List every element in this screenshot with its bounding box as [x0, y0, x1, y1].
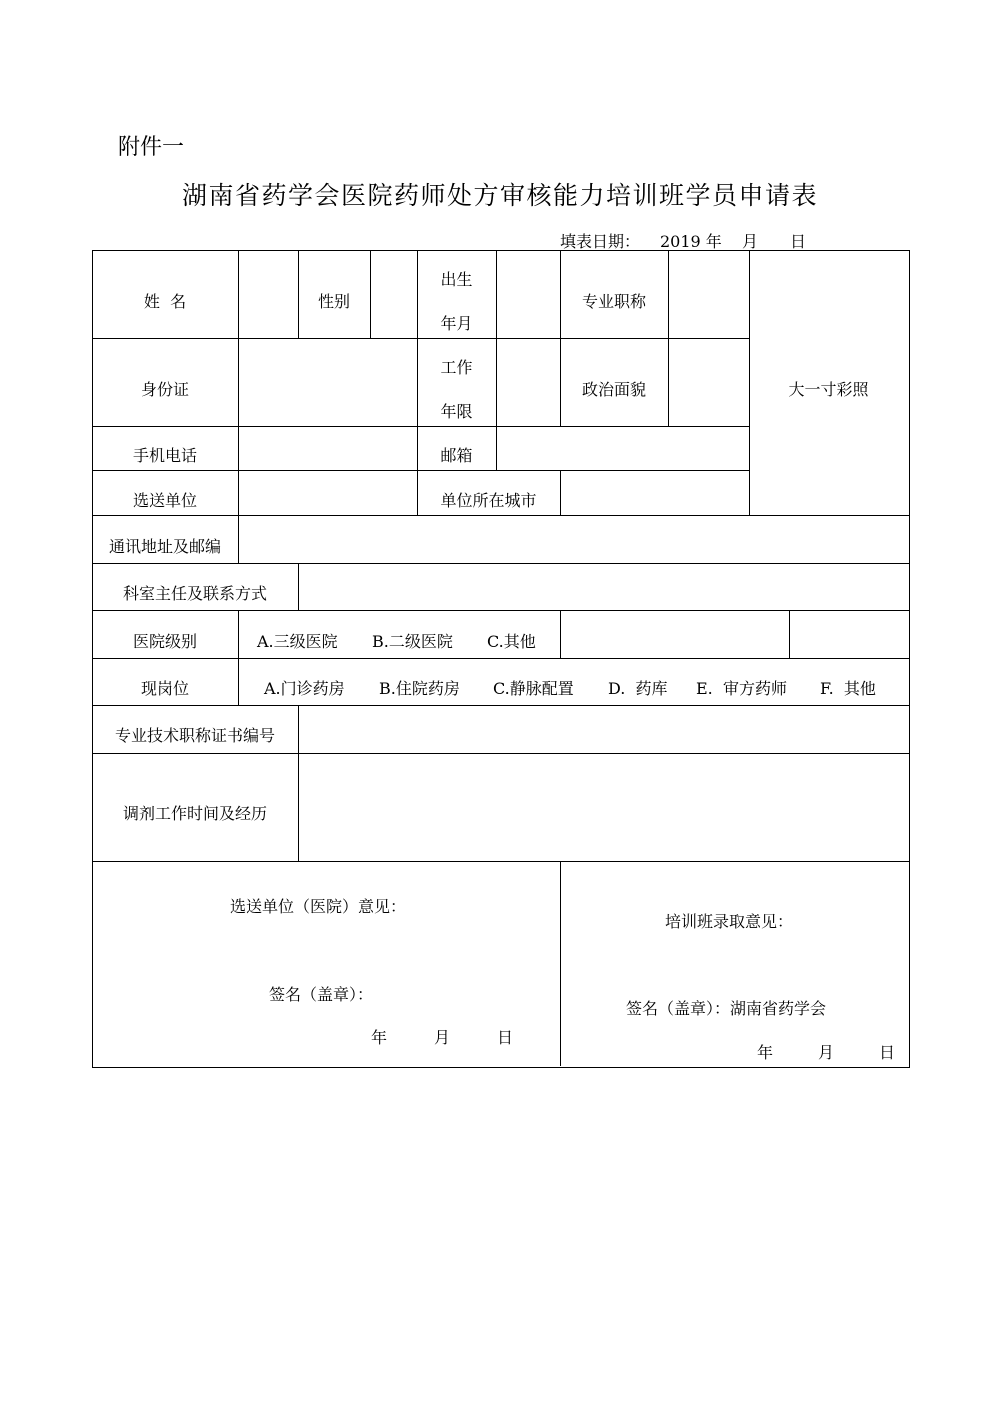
col-divider	[298, 563, 299, 610]
hospital-level-label: 医院级别	[132, 632, 197, 651]
col-divider	[298, 705, 299, 861]
col-divider	[560, 861, 561, 1066]
fill-date-label: 填表日期：	[560, 232, 641, 251]
col-divider	[789, 610, 790, 658]
photo-label: 大一寸彩照	[788, 380, 869, 399]
col-divider	[560, 610, 561, 658]
fill-date-year: 2019 年	[660, 232, 722, 251]
position-option-c[interactable]: C.静脉配置	[493, 679, 574, 698]
training-sign-label: 签名（盖章）：湖南省药学会	[626, 999, 827, 1018]
attachment-label: 附件一	[118, 135, 185, 160]
col-divider	[238, 610, 239, 705]
unit-date-month: 月	[434, 1028, 451, 1047]
row-divider	[92, 515, 909, 516]
training-date-day: 日	[879, 1043, 896, 1062]
position-option-f[interactable]: F. 其他	[820, 679, 876, 698]
fill-date-day: 日	[790, 232, 807, 251]
phone-label: 手机电话	[132, 446, 197, 465]
cert-label: 专业技术职称证书编号	[114, 726, 275, 745]
city-label: 单位所在城市	[440, 491, 537, 510]
address-label: 通讯地址及邮编	[108, 537, 221, 556]
hospital-level-option-b[interactable]: B.二级医院	[372, 632, 453, 651]
row-divider	[92, 861, 909, 862]
hospital-level-option-a[interactable]: A.三级医院	[257, 632, 338, 651]
col-divider	[496, 250, 497, 470]
gender-label: 性别	[317, 292, 350, 311]
unit-opinion-label: 选送单位（医院）意见：	[230, 897, 407, 916]
row-divider	[92, 658, 909, 659]
row-divider	[92, 338, 749, 339]
work-years-label-1: 工作	[440, 358, 473, 377]
id-label: 身份证	[140, 380, 189, 399]
unit-date-day: 日	[497, 1028, 514, 1047]
row-divider	[92, 563, 909, 564]
position-option-e[interactable]: E. 审方药师	[696, 679, 787, 698]
experience-label: 调剂工作时间及经历	[122, 804, 267, 823]
hospital-level-option-c[interactable]: C.其他	[487, 632, 536, 651]
email-label: 邮箱	[440, 446, 473, 465]
col-divider	[238, 250, 239, 515]
col-divider	[370, 250, 371, 338]
fill-date-month: 月	[742, 232, 759, 251]
political-label: 政治面貌	[581, 380, 646, 399]
col-divider	[560, 250, 561, 426]
col-divider	[560, 470, 561, 515]
row-divider	[92, 426, 749, 427]
row-divider	[92, 753, 909, 754]
col-divider	[238, 515, 239, 563]
col-divider	[668, 250, 669, 426]
row-divider	[92, 610, 909, 611]
row-divider	[92, 470, 749, 471]
row-divider	[92, 705, 909, 706]
director-label: 科室主任及联系方式	[122, 584, 267, 603]
application-table	[92, 250, 910, 1068]
unit-sign-label: 签名（盖章）：	[269, 985, 374, 1004]
birth-label-2: 年月	[440, 314, 473, 333]
unit-date-year: 年	[371, 1028, 388, 1047]
position-option-b[interactable]: B.住院药房	[379, 679, 460, 698]
position-label: 现岗位	[140, 679, 189, 698]
training-date-year: 年	[757, 1043, 774, 1062]
form-title: 湖南省药学会医院药师处方审核能力培训班学员申请表	[181, 181, 818, 210]
work-years-label-2: 年限	[440, 402, 473, 421]
fill-date	[560, 229, 890, 252]
training-date-month: 月	[818, 1043, 835, 1062]
title-label: 专业职称	[581, 292, 646, 311]
name-label: 姓 名	[143, 292, 187, 311]
unit-label: 选送单位	[132, 491, 197, 510]
position-option-d[interactable]: D. 药库	[608, 679, 668, 698]
training-opinion-label: 培训班录取意见：	[665, 912, 794, 931]
birth-label-1: 出生	[440, 270, 473, 289]
col-divider	[417, 250, 418, 515]
position-option-a[interactable]: A.门诊药房	[264, 679, 345, 698]
